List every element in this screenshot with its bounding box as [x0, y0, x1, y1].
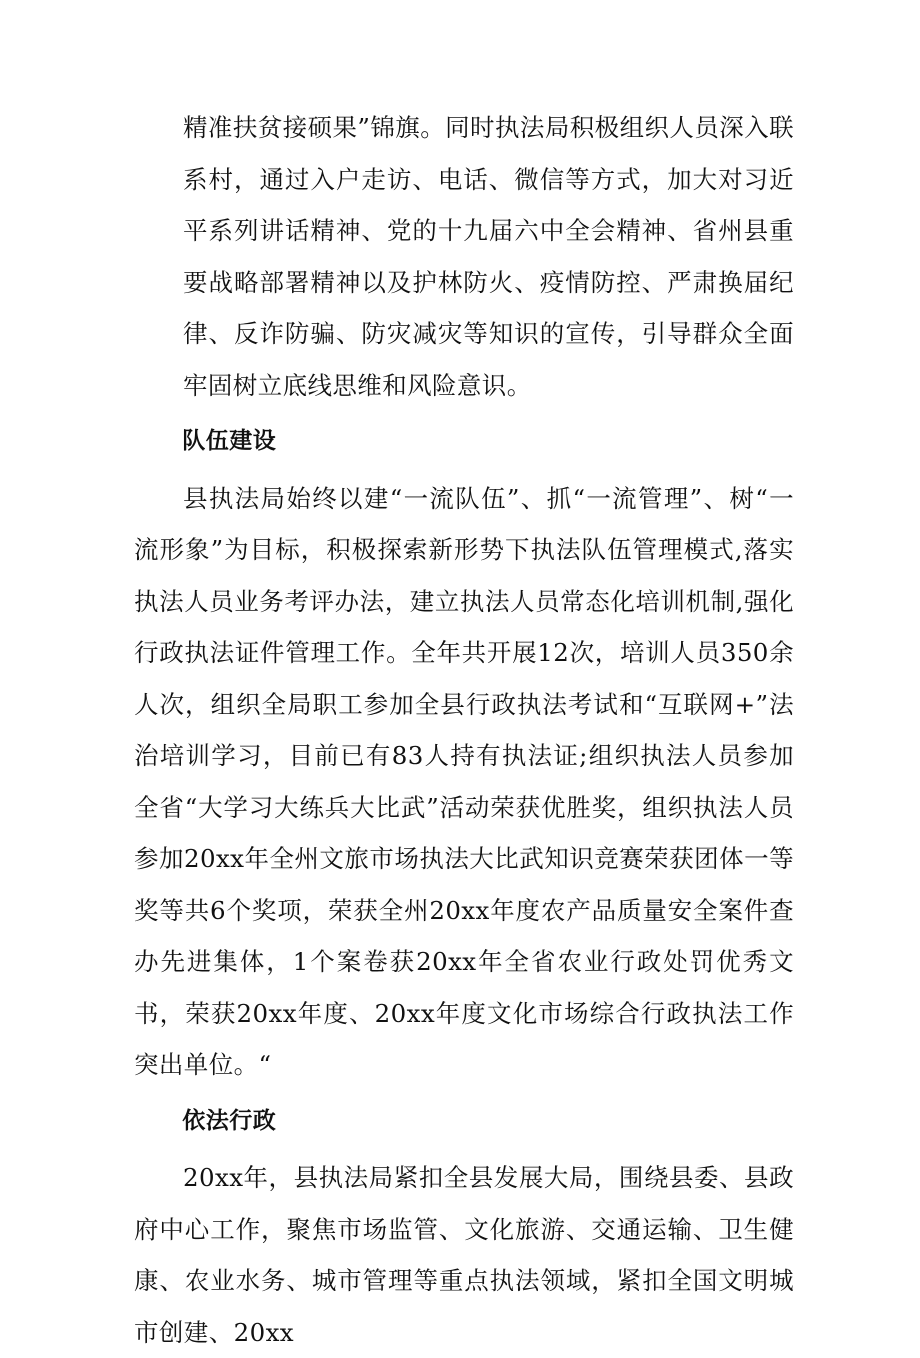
section-heading-team-building: 队伍建设 — [182, 428, 277, 454]
document-body — [134, 102, 794, 1358]
paragraph-team-building: 县执法局始终以建“一流队伍”、抓“一流管理”、树“一流形象”为目标，积极探索新形势下执法队伍管理模式,落实执法人员业务考评办法，建立执法人员常态化培训机制,强化行政执法证件管理工作。全年共开展12次，培训人员350余人次，组织全局职工参加全县行政执法考试和“互联网+”法治培训学习，目前已有83人持有执法证;组织执法人员参加全省“大学习大练兵大比武”活动荣获优胜奖，组织执法人员参加20xx年全州文旅市场执法大比武知识竞赛荣获团体一等奖等共6个奖项，荣获全州20xx年度农产品质量安全案件查办先进集体，1个案卷获20xx年全省农业行政处罚优秀文书，荣获20xx年度、20xx年度文化市场综合行政执法工作突出单位。“ — [134, 483, 794, 1079]
section-heading-lawful-administration: 依法行政 — [182, 1107, 277, 1134]
paragraph-outreach: 精准扶贫接硕果”锦旗。同时执法局积极组织人员深入联系村，通过入户走访、电话、微信等方式，加大对习近平系列讲话精神、党的十九届六中全会精神、省州县重要战略部署精神以及护林防火、疫情防控、严肃换届纪律、反诈防骗、防灾减灾等知识的宣传，引导群众全面牢固树立底线思维和风险意识。 — [183, 113, 794, 400]
paragraph-lawful-administration: 20xx年，县执法局紧扣全县发展大局，围绕县委、县政府中心工作，聚焦市场监管、文化旅游、交通运输、卫生健康、农业水务、城市管理等重点执法领域，紧扣全国文明城市创建、20xx — [134, 1163, 794, 1347]
